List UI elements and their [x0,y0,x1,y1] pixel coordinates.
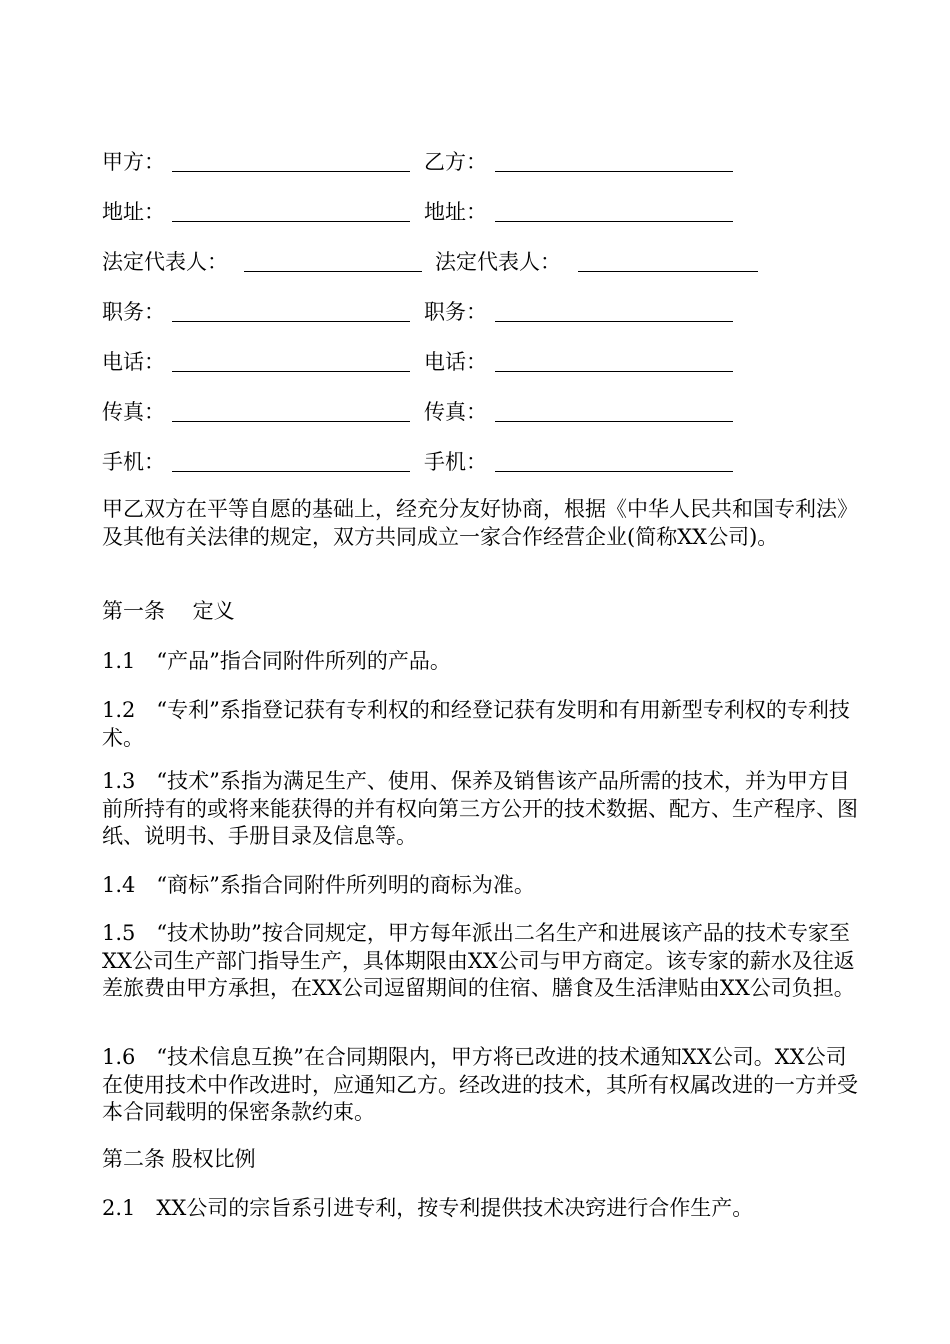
clause-1-6: 1.6 “技术信息互换”在合同期限内，甲方将已改进的技术通知XX公司。XX公司在使用技术中作改进时，应通知乙方。经改进的技术，其所有权属改进的一方并受本合同载明的保密条款约束。 [102,1045,858,1124]
blank-line [495,321,733,322]
position-b-label: 职务： [424,300,487,324]
clause-2-1: 2.1 XX公司的宗旨系引进专利，按专利提供技术决窍进行合作生产。 [102,1196,754,1220]
mobile-a-label: 手机： [102,450,165,474]
blank-line [578,271,758,272]
party-a-label: 甲方： [102,150,165,174]
party-field-row [102,347,742,377]
blank-line [495,371,733,372]
address-b-label: 地址： [424,200,487,224]
mobile-b-label: 手机： [424,450,487,474]
blank-line [172,221,410,222]
blank-line [172,471,410,472]
party-field-row [102,447,742,477]
phone-b-label: 电话： [424,350,487,374]
legal-rep-b-label: 法定代表人： [435,250,561,274]
clause-1-5: 1.5 “技术协助”按合同规定，甲方每年派出二名生产和进展该产品的技术专家至XX公司生产部门指导生产，具体期限由XX公司与甲方商定。该专家的薪水及往返差旅费由甲方承担，在XX公司逗留期间的住宿、膳食及生活津贴由XX公司负担。 [102,921,855,1000]
clause-1-4: 1.4 “商标”系指合同附件所列明的商标为准。 [102,873,535,897]
blank-line [172,321,410,322]
clause-1-1: 1.1 “产品”指合同附件所列的产品。 [102,649,451,673]
party-field-row [102,297,742,327]
article-1-heading: 第一条 定义 [102,599,235,623]
address-a-label: 地址： [102,200,165,224]
blank-line [172,171,410,172]
phone-a-label: 电话： [102,350,165,374]
blank-line [495,471,733,472]
party-field-row [102,197,742,227]
fax-b-label: 传真： [424,400,487,424]
fax-a-label: 传真： [102,400,165,424]
party-field-row [102,147,742,177]
intro-paragraph: 甲乙双方在平等自愿的基础上，经充分友好协商，根据《中华人民共和国专利法》及其他有关法律的规定，双方共同成立一家合作经营企业(简称XX公司)。 [102,497,858,549]
party-field-row [102,397,742,427]
article-2-heading: 第二条 股权比例 [102,1147,256,1171]
blank-line [495,421,733,422]
legal-rep-a-label: 法定代表人： [102,250,228,274]
party-field-row [102,247,782,277]
blank-line [172,371,410,372]
clause-1-3: 1.3 “技术”系指为满足生产、使用、保养及销售该产品所需的技术，并为甲方目前所持有的或将来能获得的并有权向第三方公开的技术数据、配方、生产程序、图纸、说明书、手册目录及信息等。 [102,769,858,848]
position-a-label: 职务： [102,300,165,324]
blank-line [244,271,422,272]
party-b-label: 乙方： [424,150,487,174]
blank-line [495,171,733,172]
clause-1-2: 1.2 “专利”系指登记获有专利权的和经登记获有发明和有用新型专利权的专利技术。 [102,698,850,750]
blank-line [495,221,733,222]
blank-line [172,421,410,422]
